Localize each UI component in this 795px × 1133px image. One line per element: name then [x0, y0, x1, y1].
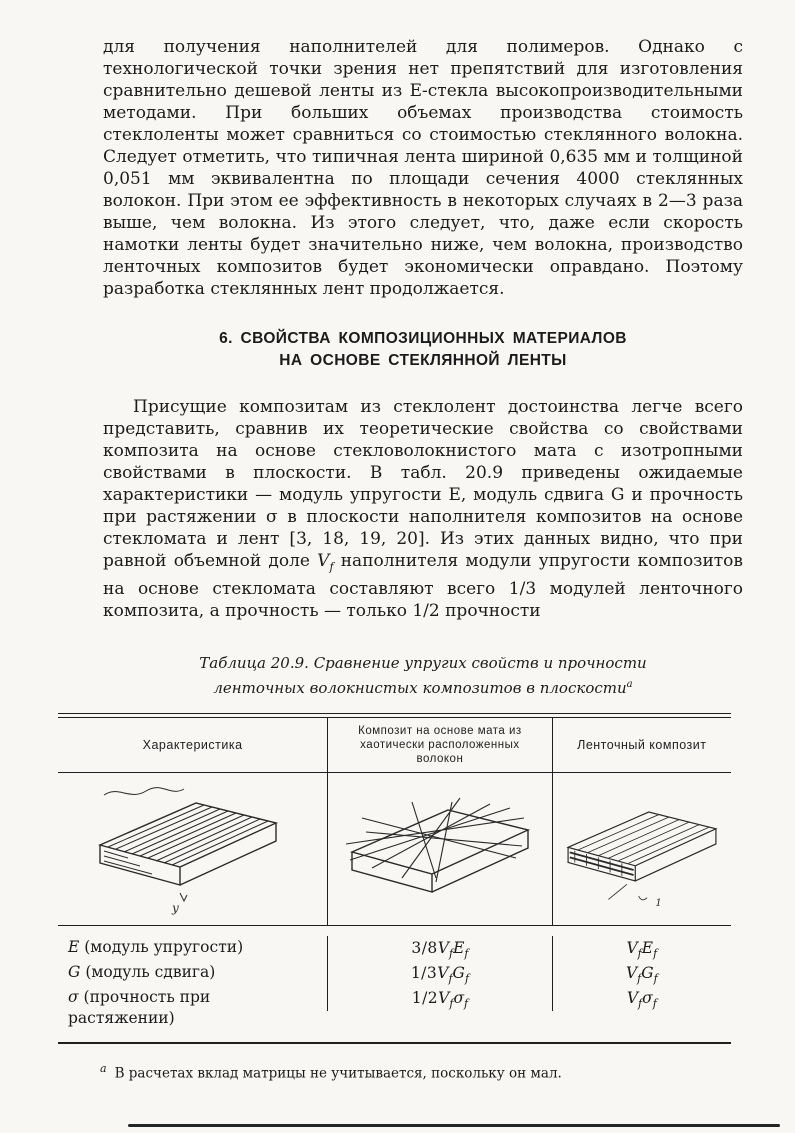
vf-subscript: f — [329, 560, 334, 574]
characteristic-slab-sketch — [58, 773, 327, 925]
table-row — [58, 961, 731, 986]
formula-symbol: G — [452, 964, 465, 983]
formula-symbol-sub: f — [464, 972, 470, 986]
formula-symbol: σ — [453, 989, 465, 1008]
paragraph-2-text-b: наполнителя модули упругости композитов на основе стекломата составляют всего 1/3 модулей ленточного композита, а прочность — только 1/2 прочности — [103, 551, 743, 622]
row-label — [58, 936, 327, 959]
table-caption-line2: ленточных волокнистых композитов в плоскости — [213, 679, 627, 698]
row-label — [58, 961, 327, 984]
footnote-mark: a — [100, 1062, 107, 1076]
vf-variable: V — [317, 551, 330, 571]
row-label — [58, 986, 327, 1030]
formula-v: V — [437, 939, 449, 958]
formula-symbol: E — [641, 939, 654, 958]
tape-slab-drawing — [558, 781, 726, 917]
section-heading — [103, 328, 743, 372]
formula-coefficient: 3/8 — [411, 939, 438, 958]
formula-symbol-sub: f — [653, 972, 658, 986]
formula-coefficient: 1/2 — [411, 989, 439, 1008]
header-tape-composite: Ленточный композит — [577, 738, 707, 753]
formula-coefficient: 1/3 — [410, 964, 438, 983]
mat-formula — [327, 936, 552, 961]
formula-v-sub: f — [449, 997, 454, 1011]
paragraph-1: для получения наполнителей для полимеров. Однако с технологической точки зрения нет препятствий для изготовления сравнительно дешевой ленты из Е-стекла высокопроизводительными методами. При больших объемах производства стоимость стеклоленты может сравниться со стоимостью стеклянного волокна. Следует отметить, что типичная лента шириной 0,635 мм и толщиной 0,051 мм эквивалентна по площади сечения 4000 стеклянных волокон. При этом ее эффективность в некоторых случаях в 2—3 раза выше, чем волокна. Из этого следует, что, даже если скорость намотки ленты будет значительно ниже, чем волокна, производство ленточных композитов будет экономически оправдано. Поэтому разработка стеклянных лент продолжается. — [103, 37, 743, 299]
row-label-symbol: E — [68, 938, 80, 957]
paragraph-2 — [103, 396, 743, 622]
row-label-text: (модуль сдвига) — [80, 963, 216, 982]
formula-v: V — [626, 939, 638, 958]
tape-composite-sketch — [553, 773, 731, 925]
row-label-text: (прочность при растяжении) — [68, 988, 211, 1028]
formula-symbol: E — [453, 939, 465, 958]
sketch-axis-label: у — [171, 901, 179, 916]
table-row — [58, 986, 731, 1030]
formula-v: V — [625, 964, 638, 983]
table-row — [58, 936, 731, 961]
mat-composite-sketch — [327, 773, 552, 925]
tape-formula — [553, 961, 731, 986]
table-header-row — [58, 718, 731, 773]
formula-symbol: σ — [642, 989, 653, 1008]
document-page — [68, 36, 743, 1083]
formula-symbol: G — [641, 964, 654, 983]
formula-v: V — [626, 989, 639, 1008]
section-heading-line2: НА ОСНОВЕ СТЕКЛЯННОЙ ЛЕНТЫ — [279, 352, 567, 369]
sketch-part-label: 1 — [655, 898, 662, 910]
mat-formula — [327, 961, 552, 986]
formula-v-sub: f — [449, 947, 454, 961]
formula-v: V — [437, 964, 449, 983]
hatched-slab-drawing — [88, 781, 298, 917]
table-20-9 — [58, 713, 731, 1083]
table-caption-line1: Таблица 20.9. Сравнение упругих свойств и прочности — [199, 654, 647, 673]
table-footnote — [100, 1060, 731, 1083]
formula-v-sub: f — [637, 972, 642, 986]
random-fiber-slab-drawing — [340, 784, 540, 914]
table-caption — [103, 652, 743, 699]
formula-v-sub: f — [637, 947, 642, 961]
footnote-text: В расчетах вклад матрицы не учитывается, поскольку он мал. — [114, 1065, 562, 1082]
formula-symbol-sub: f — [464, 947, 469, 961]
header-characteristic: Характеристика — [142, 738, 243, 753]
formula-symbol-sub: f — [653, 947, 658, 961]
scan-artifact-line — [128, 1124, 780, 1127]
header-mat-composite: Композит на основе мата из хаотически расположенных волокон — [327, 718, 552, 772]
row-label-text: (модуль упругости) — [79, 938, 244, 957]
formula-v: V — [438, 989, 450, 1008]
table-data-rows — [58, 926, 731, 1042]
section-heading-line1: 6. СВОЙСТВА КОМПОЗИЦИОННЫХ МАТЕРИАЛОВ — [219, 330, 627, 347]
tape-formula — [553, 936, 731, 961]
formula-symbol-sub: f — [652, 997, 657, 1011]
caption-footnote-mark: a — [626, 679, 633, 691]
tape-formula — [553, 986, 731, 1011]
formula-v-sub: f — [638, 997, 643, 1011]
table-drawings-row — [58, 773, 731, 926]
formula-v-sub: f — [448, 972, 453, 986]
paragraph-2-text-a: Присущие композитам из стеклолент достоинства легче всего представить, сравнив их теоретические свойства со свойствами композита на основе стекловолокнистого мата с изотропными свойствами в плоскости. В табл. 20.9 приведены ожидаемые характеристики — модуль упругости E, модуль сдвига G и прочность при растяжении σ в плоскости наполнителя композитов на основе стекломата и лент [3, 18, 19, 20]. Из этих данных видно, что при равной объемной доле — [103, 397, 743, 571]
row-label-symbol: σ — [68, 988, 79, 1007]
formula-symbol-sub: f — [464, 997, 469, 1011]
row-label-symbol: G — [68, 963, 81, 982]
mat-formula — [327, 986, 552, 1011]
